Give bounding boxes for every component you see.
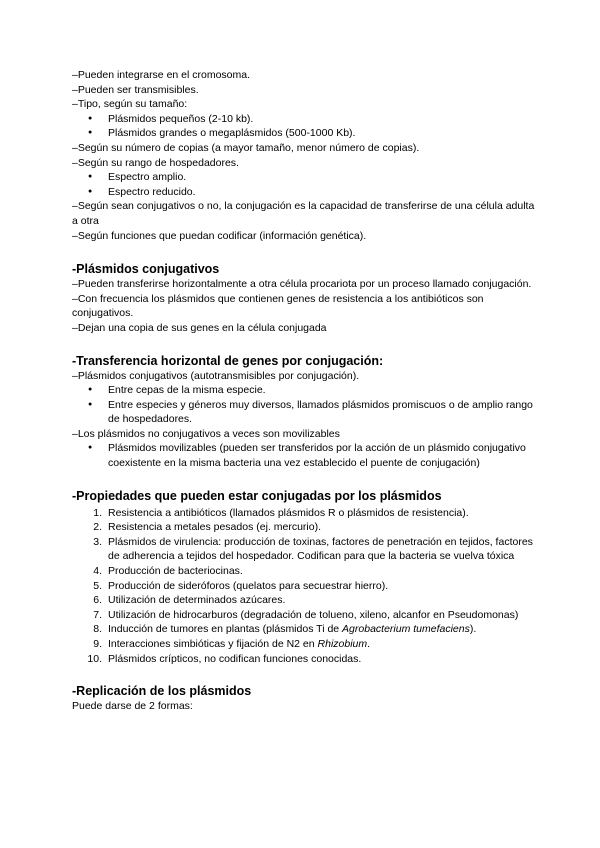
list-number: 8. [93,623,102,636]
list-text: Plásmidos crípticos, no codifican funciones conocidas. [108,652,362,665]
text-line: –Con frecuencia los plásmidos que contienen genes de resistencia a los antibióticos son conjugativos. [72,292,484,320]
document-page [72,68,542,714]
text-line: –Dejan una copia de sus genes en la célula conjugada [72,321,327,334]
bullet-item: ● Entre especies y géneros muy diversos, llamados plásmidos promiscuos o de amplio rango de hospedadores. [72,398,542,427]
list-number: 4. [93,565,102,578]
bullet-item: ● Espectro amplio. [72,170,542,185]
text-line: –Los plásmidos no conjugativos a veces son movilizables [72,427,340,440]
list-number: 5. [93,579,102,592]
list-text-post: . [367,638,371,650]
section-heading: -Propiedades que pueden estar conjugadas por los plásmidos [72,488,442,503]
text-line: –Según sean conjugativos o no, la conjugación es la capacidad de transferirse de una célula adulta a otra [72,200,535,227]
list-item [72,608,542,623]
list-text: Producción de sideróforos (quelatos para secuestrar hierro). [108,579,389,592]
list-item [72,535,542,564]
text-line: –Pueden ser transmisibles. [72,83,199,96]
conjugative-section [72,261,542,335]
section-heading: -Transferencia horizontal de genes por conjugación: [72,353,384,368]
list-text: Utilización de determinados azúcares. [108,594,286,607]
bullet-item: ● Plásmidos pequeños (2-10 kb). [72,112,542,127]
list-item [72,520,542,535]
section-heading: -Plásmidos conjugativos [72,262,220,277]
bullet-item: ● Plásmidos grandes o megaplásmidos (500-1000 Kb). [72,126,542,141]
list-number: 2. [93,521,102,534]
intro-section [72,68,542,243]
list-item [72,593,542,608]
text-line: –Tipo, según su tamaño: [72,98,188,111]
list-number: 6. [93,594,102,607]
text-line: –Según su rango de hospedadores. [72,156,239,169]
list-item [72,564,542,579]
list-number: 1. [93,506,102,519]
list-item [72,652,542,667]
text-line: –Pueden integrarse en el cromosoma. [72,69,251,81]
list-item [72,637,542,652]
list-text-pre: Inducción de tumores en plantas (plásmidos Ti de [108,623,343,636]
bullet-item: ● Plásmidos movilizables (pueden ser transferidos por la acción de un plásmido conjugativo coexistente en la misma bacteria una vez establecido el puente de conjugación) [72,441,542,470]
bullet-item: ● Entre cepas de la misma especie. [72,383,542,398]
list-item [72,622,542,637]
list-text-post: ). [469,623,477,636]
text-line: –Según su número de copias (a mayor tamaño, menor número de copias). [72,141,420,154]
list-text: Resistencia a antibióticos (llamados plásmidos R o plásmidos de resistencia). [108,506,469,519]
list-text: Utilización de hidrocarburos (degradación de tolueno, xileno, alcanfor en Pseudomonas) [108,608,519,621]
list-text: Producción de bacteriocinas. [108,565,243,578]
bullet-item: ● Espectro reducido. [72,185,542,200]
list-text-pre: Interacciones simbióticas y fijación de N2 en [108,638,318,650]
species-name: Agrobacterium tumefaciens [342,623,470,636]
list-number: 9. [93,638,102,650]
list-number: 3. [93,535,102,548]
numbered-list [72,506,542,667]
list-text: Plásmidos de virulencia: producción de toxinas, factores de penetración en tejidos, factores de adherencia a tejidos del hospedador. Codifican para que la bacteria se vuelva tóxica [108,535,533,563]
text-line: –Según funciones que puedan codificar (información genética). [72,229,367,242]
list-number: 7. [93,608,102,621]
list-text: Resistencia a metales pesados (ej. mercurio). [108,521,322,534]
text-line: –Pueden transferirse horizontalmente a otra célula procariota por un proceso llamado conjugación. [72,278,532,291]
text-line: –Plásmidos conjugativos (autotransmisibles por conjugación). [72,369,360,382]
text-line: Puede darse de 2 formas: [72,700,193,713]
horizontal-transfer-section [72,353,542,471]
list-number: 10. [87,652,102,665]
list-item [72,579,542,594]
replication-section [72,683,542,714]
properties-section [72,488,542,667]
section-heading: -Replicación de los plásmidos [72,684,252,699]
list-item [72,506,542,521]
species-name: Rhizobium [317,638,368,650]
